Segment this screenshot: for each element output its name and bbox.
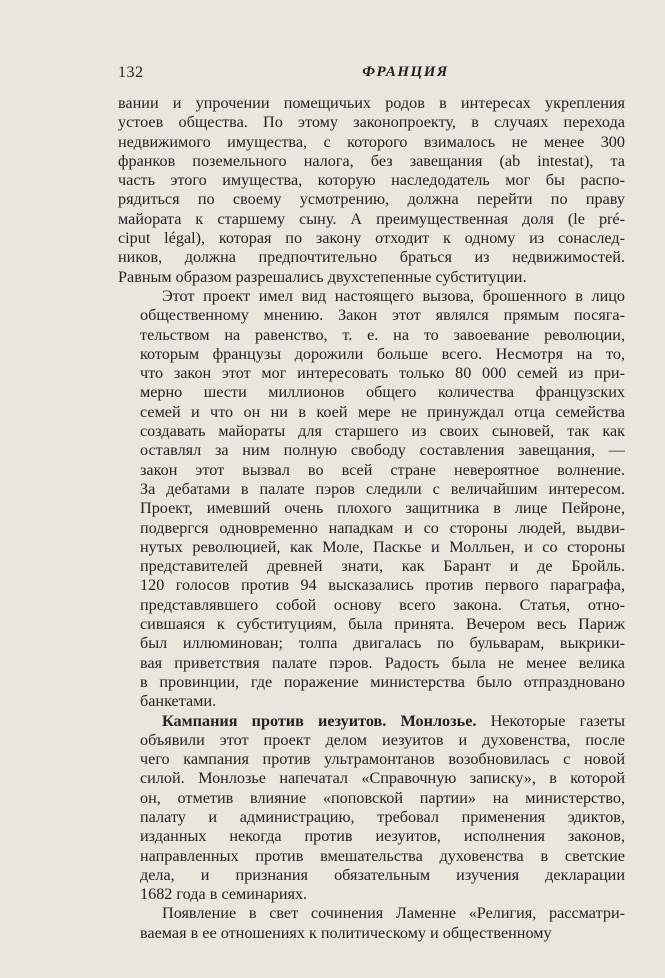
running-title: ФРАНЦИЯ — [362, 64, 449, 80]
paragraph — [118, 287, 625, 712]
text-line: 120 голосов против 94 высказались против первого параграфа, — [140, 576, 625, 595]
text-line — [118, 712, 625, 731]
body-text — [118, 94, 625, 943]
text-line: подвергся одновременно нападкам и со стороны людей, выдви- — [140, 518, 625, 537]
text-line: палату и администрацию, требовал применения эдиктов, — [140, 807, 625, 826]
text-line: в провинции, где поражение министерства было отпраздновано — [140, 672, 625, 691]
text-line: которым французы дорожили больше всего. Несмотря на то, — [140, 344, 625, 363]
text-line: представителей древней знати, как Барант и де Бройль. — [140, 557, 625, 576]
section-heading: Кампания против иезуитов. Монлозье. — [162, 711, 477, 730]
text-line: закон этот вызвал во всей стране невероятное волнение. — [140, 460, 625, 479]
text-line: оставлял за ним полную свободу составления завещания, — — [140, 441, 625, 460]
text-line: что закон этот мог интересовать только 80 000 семей из при- — [140, 364, 625, 383]
text-line: ваемая в ее отношениях к политическому и общественному — [140, 923, 552, 942]
text-line: нутых революцией, как Моле, Паскье и Молльен, и со стороны — [140, 537, 625, 556]
text-line: За дебатами в палате пэров следили с величайшим интересом. — [140, 479, 625, 498]
text-line: Проект, имевший очень плохого защитника в лице Пейроне, — [140, 499, 625, 518]
text-line: направленных против вмешательства духовенства в светские — [140, 846, 625, 865]
paragraph — [118, 94, 625, 287]
text-line: вая приветствия палате пэров. Радость была не менее велика — [140, 653, 625, 672]
text-line: часть этого имущества, которую наследодатель мог бы распо- — [118, 171, 625, 190]
text-line: чего кампания против ультрамонтанов возобновилась с новой — [140, 750, 625, 769]
text-line: майората к старшему сыну. А преимущественная доля (le pré- — [118, 209, 625, 228]
text-line: мерно шести миллионов общего количества французских — [140, 383, 625, 402]
text-line: был иллюминован; толпа двигалась по бульварам, выкрики- — [140, 634, 625, 653]
page-header — [118, 64, 623, 84]
paragraph — [118, 904, 625, 943]
text-line: Равным образом разрешались двухстепенные субституции. — [118, 267, 527, 286]
text-line: тельством на равенство, т. е. на то завоевание революции, — [140, 325, 625, 344]
text-line: ciput légal), которая по закону отходит к одному из сонаслед- — [118, 229, 625, 248]
text-line: 1682 года в семинариях. — [140, 885, 308, 904]
line-text: Некоторые газеты — [476, 711, 625, 730]
text-line: устоев общества. По этому законопроекту, в случаях перехода — [118, 113, 625, 132]
text-line: банкетами. — [140, 692, 217, 711]
text-line: объявили этот проект делом иезуитов и духовенства, после — [140, 730, 625, 749]
text-line: создавать майораты для старшего из своих сыновей, так как — [140, 422, 625, 441]
text-line: дела, и признания обязательным изучения декларации — [140, 865, 625, 884]
text-line: недвижимого имущества, с которого взималось не менее 300 — [118, 132, 625, 151]
text-line: рядиться по своему усмотрению, должна перейти по праву — [118, 190, 625, 209]
text-line: он, отметив влияние «поповской партии» на министерство, — [140, 788, 625, 807]
text-line: семей и что он ни в коей мере не принуждал отца семейства — [140, 402, 625, 421]
page-number: 132 — [118, 64, 144, 81]
text-line: Появление в свет сочинения Ламенне «Религия, рассматри- — [162, 904, 625, 923]
text-line: изданных некогда против иезуитов, исполнения законов, — [140, 827, 625, 846]
text-line: общественному мнению. Закон этот являлся прямым посяга- — [140, 306, 625, 325]
text-line: силой. Монлозье напечатал «Справочную записку», в которой — [140, 769, 625, 788]
text-line: вании и упрочении помещичьих родов в интересах укрепления — [118, 94, 625, 112]
text-line: сившаяся к субституциям, была принята. Вечером весь Париж — [140, 615, 625, 634]
text-line: ников, должна предпочтительно браться из недвижимостей. — [118, 248, 625, 267]
text-line: представлявшего собой основу всего закона. Статья, отно- — [140, 595, 625, 614]
text-line: Этот проект имел вид настоящего вызова, брошенного в лицо — [162, 286, 625, 305]
paragraph — [118, 712, 625, 905]
text-line: франков поземельного налога, без завещания (ab intestat), та — [118, 151, 625, 170]
